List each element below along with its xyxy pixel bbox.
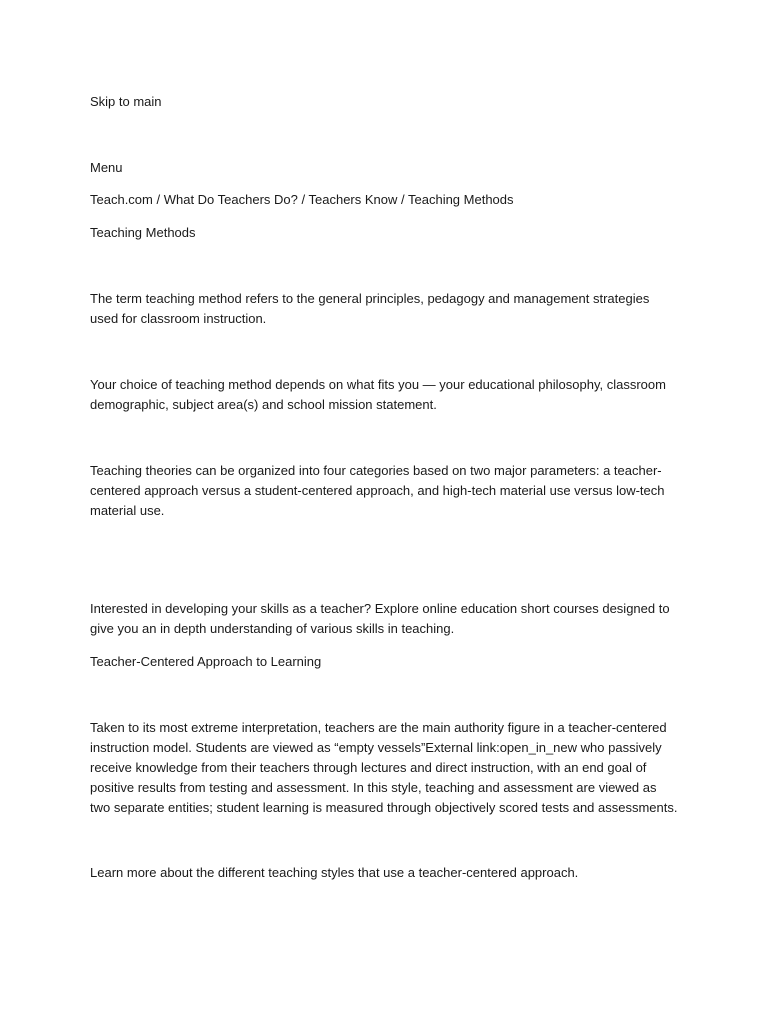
interested-paragraph: Interested in developing your skills as a teacher? Explore online education short courses designed to give you an in depth understanding of various skills in teaching.: [90, 601, 670, 636]
section-heading: Teacher-Centered Approach to Learning: [90, 654, 322, 669]
breadcrumb: [90, 190, 678, 210]
section-paragraph-text-before: Taken to its most extreme interpretation, teachers are the main authority figure in a teacher-centered instruction model. Students are viewed as: [90, 720, 667, 755]
breadcrumb-item-what-do-teachers-do[interactable]: What Do Teachers Do?: [163, 192, 298, 207]
breadcrumb-separator: /: [152, 192, 164, 207]
theories-paragraph: Teaching theories can be organized into four categories based on two major parameters: a teacher-centered approach versus a student-centered approach, and high-tech material use versus low-tech material use.: [90, 463, 665, 518]
empty-vessels-external-link[interactable]: “empty vessels”External link:open_in_new: [334, 740, 578, 755]
learn-more-paragraph: Learn more about the different teaching styles that use a teacher-centered approach.: [90, 865, 579, 880]
menu-row: [90, 158, 678, 178]
section-paragraph-text-after: who passively receive knowledge from their teachers through lectures and direct instruction, with an end goal of positive results from testing and assessment. In this style, teaching and assessment are viewed as two separate entities; student learning is measured through objectively scored tests and assessments.: [90, 740, 678, 815]
menu-button[interactable]: Menu: [90, 160, 123, 175]
breadcrumb-item-teachers-know[interactable]: Teachers Know: [308, 192, 398, 207]
intro-paragraph: The term teaching method refers to the general principles, pedagogy and management strategies used for classroom instruction.: [90, 291, 650, 326]
choice-paragraph: Your choice of teaching method depends on what fits you — your educational philosophy, classroom demographic, subject area(s) and school mission statement.: [90, 377, 666, 412]
breadcrumb-item-home[interactable]: Teach.com: [90, 192, 153, 207]
breadcrumb-item-current: Teaching Methods: [408, 192, 514, 207]
skip-to-main-link-row: [90, 92, 678, 112]
breadcrumb-separator: /: [397, 192, 408, 207]
breadcrumb-separator: /: [297, 192, 309, 207]
page-title: Teaching Methods: [90, 225, 196, 240]
section-paragraph: [90, 718, 678, 818]
skip-to-main-link[interactable]: Skip to main: [90, 94, 162, 109]
